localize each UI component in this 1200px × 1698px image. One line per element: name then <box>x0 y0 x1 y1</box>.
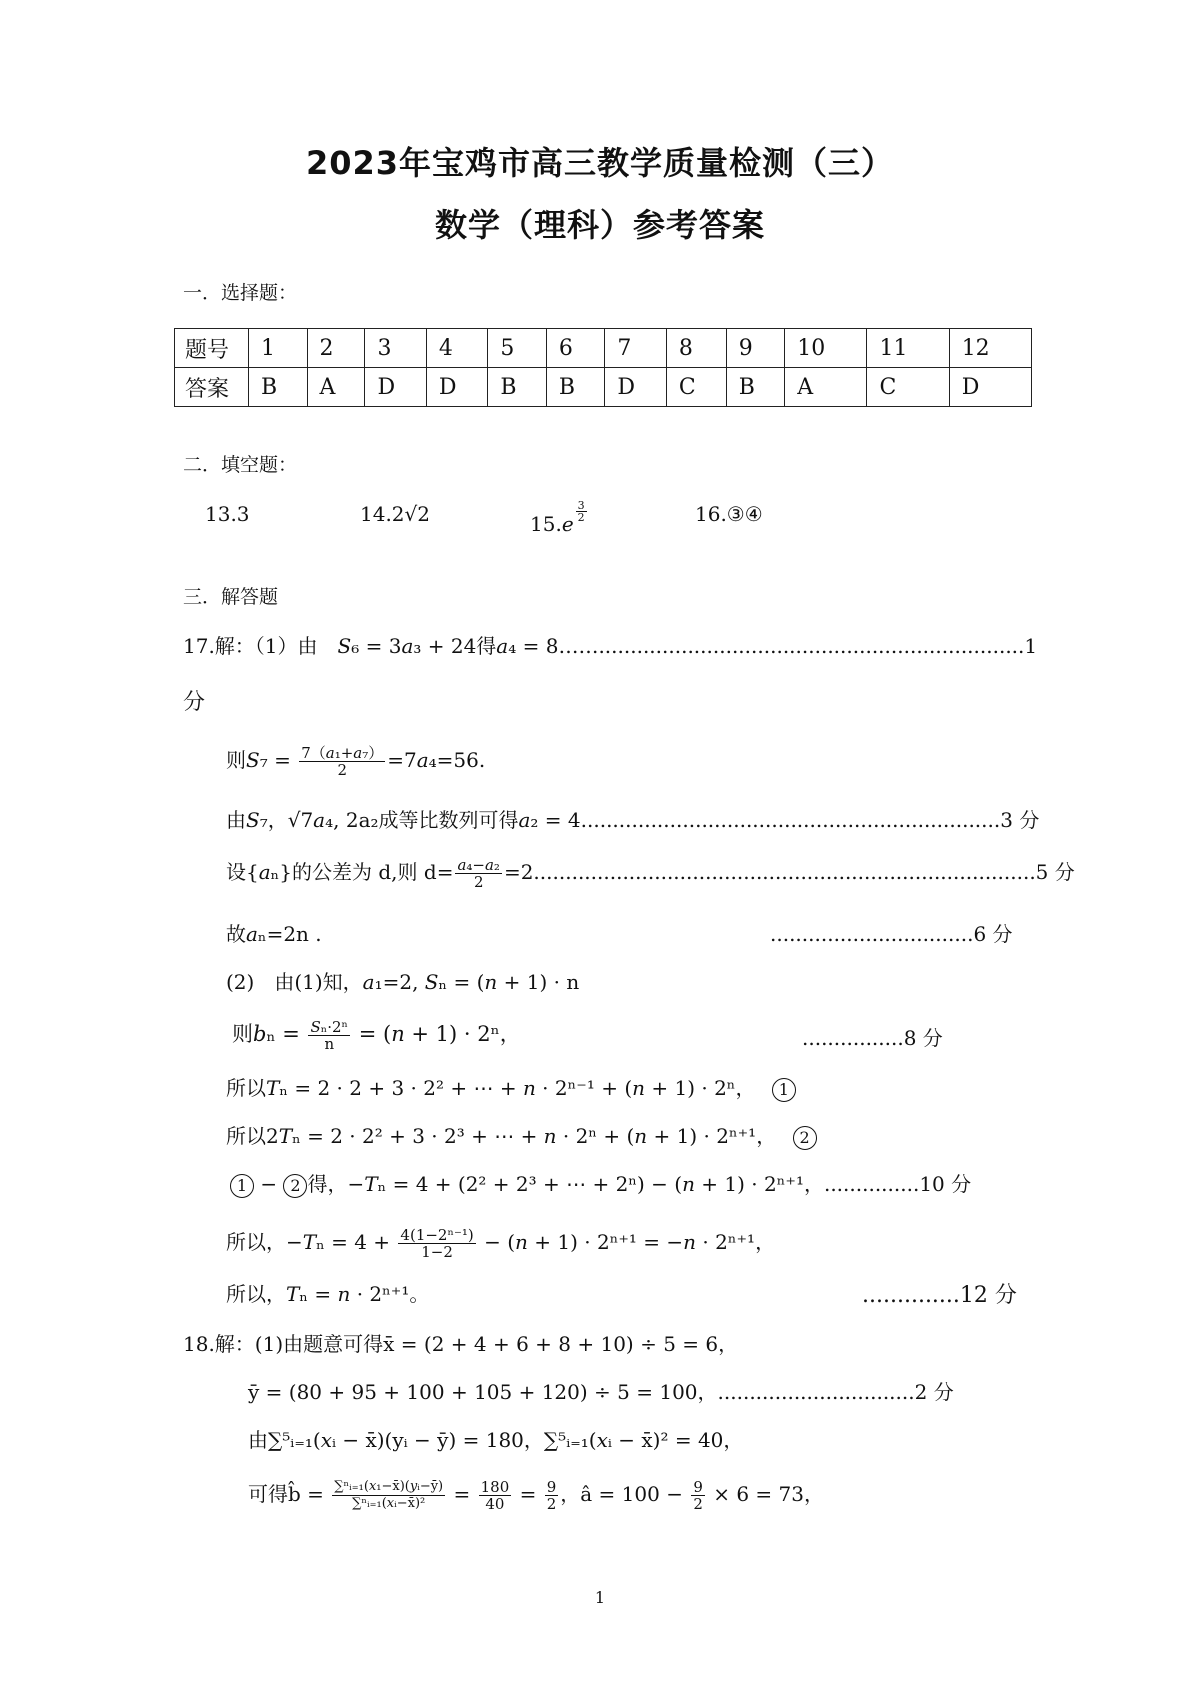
table-row <box>175 368 1032 407</box>
fraction-numerator: 4(1−2ⁿ⁻¹) <box>400 1226 474 1244</box>
p18-line-4 <box>248 1478 824 1512</box>
table-header-cell: 答案 <box>175 368 249 407</box>
fraction <box>455 857 501 890</box>
p18-l4-mid: = <box>447 1482 477 1506</box>
p17-line-1-score: 分 <box>183 690 206 715</box>
p17-l11-pre: 所以，−𝑇ₙ = 4 + <box>226 1230 397 1254</box>
p17-line-2 <box>226 744 485 778</box>
question-number-cell: 2 <box>307 329 365 368</box>
fraction-numerator: 180 <box>480 1478 510 1496</box>
table-row <box>175 329 1032 368</box>
p18-l4-post: × 6 = 73， <box>706 1482 824 1506</box>
answer-cell: B <box>249 368 308 407</box>
fraction-numerator: 𝑆ₙ·2ⁿ <box>310 1018 349 1036</box>
fraction-numerator: 9 <box>546 1478 557 1496</box>
p17-line-6: (2) 由(1)知，𝑎₁=2, 𝑆ₙ = (𝑛 + 1) · n <box>226 970 580 994</box>
p18-l4-pre: 可得b̂ = <box>248 1482 331 1506</box>
fraction-numerator: ∑ⁿᵢ₌₁(𝑥₁−x̄)(𝑦ᵢ−ȳ) <box>334 1479 444 1494</box>
p17-line-12-score: ..............12 分 <box>862 1283 1017 1308</box>
fraction-denominator: ∑ⁿᵢ₌₁(𝑥ᵢ−x̄)² <box>352 1496 426 1511</box>
p17-l10-mid: − <box>254 1172 284 1196</box>
answer-15-exponent <box>576 500 587 523</box>
fraction-numerator: 7（𝑎₁+𝑎₇） <box>301 744 384 762</box>
fraction <box>398 1227 475 1260</box>
p17-line-10 <box>230 1168 971 1198</box>
circled-number-1: 1 <box>230 1174 254 1198</box>
p17-line-11 <box>226 1226 775 1260</box>
answer-cell: A <box>785 368 867 407</box>
answer-15 <box>530 500 589 536</box>
p17-l10-post: 得，−𝑇ₙ = 4 + (2² + 2³ + ⋯ + 2ⁿ) − (𝑛 + 1) · 2ⁿ⁺¹，...............10 分 <box>307 1172 972 1196</box>
question-number-cell: 5 <box>488 329 547 368</box>
p18-l4-mid2: = <box>513 1482 543 1506</box>
answer-cell: B <box>488 368 547 407</box>
answer-cell: D <box>365 368 426 407</box>
fraction-denominator: n <box>324 1035 335 1053</box>
p17-line-5: 故𝑎ₙ=2n . <box>226 922 322 946</box>
fraction-denominator: 2 <box>546 1495 557 1513</box>
p17-l4-pre: 设{𝑎ₙ}的公差为 d,则 d= <box>226 860 454 884</box>
table-header-cell: 题号 <box>175 329 249 368</box>
question-number-cell: 11 <box>867 329 949 368</box>
p17-line-3: 由𝑆₇，√7𝑎₄, 2a₂成等比数列可得𝑎₂ = 4..................................................................3 分 <box>226 808 1040 832</box>
circled-number-2: 2 <box>793 1126 817 1150</box>
exp-numerator: 3 <box>577 499 585 512</box>
answer-15-prefix: 15. <box>530 512 562 536</box>
p17-line-9 <box>226 1120 817 1150</box>
section-solutions: 三．解答题 <box>183 586 279 608</box>
question-number-cell: 4 <box>426 329 487 368</box>
fraction <box>308 1019 350 1052</box>
answer-16: 16.③④ <box>695 502 763 526</box>
circled-number-2: 2 <box>283 1174 307 1198</box>
question-number-cell: 1 <box>249 329 308 368</box>
p18-l4-mid3: ，â = 100 − <box>560 1482 690 1506</box>
p18-line-3: 由∑⁵ᵢ₌₁(𝑥ᵢ − x̄)(yᵢ − ȳ) = 180，∑⁵ᵢ₌₁(𝑥ᵢ − x̄)² = 40， <box>248 1428 744 1452</box>
answer-cell: A <box>307 368 365 407</box>
p17-l9-text: 所以2𝑇ₙ = 2 · 2² + 3 · 2³ + ⋯ + 𝑛 · 2ⁿ + (𝑛 + 1) · 2ⁿ⁺¹， <box>226 1124 777 1148</box>
fraction-denominator: 2 <box>337 761 347 779</box>
p17-l7-pre: 则𝑏ₙ = <box>232 1022 307 1046</box>
question-number-cell: 3 <box>365 329 426 368</box>
answer-cell: D <box>426 368 487 407</box>
answer-14: 14.2√2 <box>360 502 430 526</box>
fraction <box>479 1479 512 1512</box>
fraction <box>691 1479 705 1512</box>
answer-cell: C <box>666 368 726 407</box>
fraction-denominator: 40 <box>485 1495 505 1513</box>
p17-l7-post: = (𝑛 + 1) · 2ⁿ， <box>352 1022 521 1046</box>
p17-l2-pre: 则𝑆₇ = <box>226 748 298 772</box>
p17-l11-post: − (𝑛 + 1) · 2ⁿ⁺¹ = −𝑛 · 2ⁿ⁺¹， <box>477 1230 776 1254</box>
p17-line-1: 17.解：（1）由 𝑆₆ = 3𝑎₃ + 24得𝑎₄ = 8……...................................................................1 <box>183 634 1038 658</box>
p17-l2-post: =7𝑎₄=56. <box>387 748 486 772</box>
question-number-cell: 7 <box>605 329 666 368</box>
answer-cell: C <box>867 368 949 407</box>
section-fill-in: 二．填空题： <box>183 454 298 476</box>
p18-line-2: ȳ = (80 + 95 + 100 + 105 + 120) ÷ 5 = 100，...............................2 分 <box>248 1380 954 1404</box>
page-number: 1 <box>594 1588 606 1607</box>
question-number-cell: 6 <box>546 329 605 368</box>
question-number-cell: 9 <box>726 329 785 368</box>
p17-line-12: 所以，𝑇ₙ = 𝑛 · 2ⁿ⁺¹。 <box>226 1282 430 1306</box>
fraction-denominator: 2 <box>473 873 484 891</box>
section-multiple-choice: 一．选择题： <box>183 282 298 304</box>
question-number-cell: 12 <box>949 329 1031 368</box>
fraction <box>299 745 385 778</box>
fraction-denominator: 1−2 <box>421 1243 453 1261</box>
p18-line-1: 18.解：(1)由题意可得x̄ = (2 + 4 + 6 + 8 + 10) ÷ 5 = 6， <box>183 1332 739 1356</box>
fraction-numerator: 9 <box>693 1478 703 1496</box>
answer-table <box>174 328 1032 407</box>
answer-13: 13.3 <box>205 502 250 526</box>
fraction <box>545 1479 559 1512</box>
p17-line-5-score: ................................6 分 <box>770 922 1013 946</box>
p17-l8-text: 所以𝑇ₙ = 2 · 2 + 3 · 2² + ⋯ + 𝑛 · 2ⁿ⁻¹ + (𝑛 + 1) · 2ⁿ， <box>226 1076 756 1100</box>
question-number-cell: 8 <box>666 329 726 368</box>
p17-l4-post: =2...............................................................................5 分 <box>503 860 1075 884</box>
exp-denominator: 2 <box>577 511 585 524</box>
question-number-cell: 10 <box>785 329 867 368</box>
answer-cell: D <box>949 368 1031 407</box>
p17-line-4 <box>226 856 1075 890</box>
answer-cell: B <box>546 368 605 407</box>
answer-key-title: 数学（理科）参考答案 <box>434 206 765 244</box>
p17-line-7-score: ................8 分 <box>802 1026 943 1050</box>
fraction-numerator: 𝑎₄−𝑎₂ <box>457 856 500 874</box>
answer-cell: B <box>726 368 785 407</box>
fraction <box>332 1479 445 1512</box>
answer-cell: D <box>605 368 666 407</box>
fraction-denominator: 2 <box>693 1495 703 1513</box>
answer-15-base: e <box>561 512 574 536</box>
circled-number-1: 1 <box>772 1078 796 1102</box>
p17-line-7 <box>232 1018 521 1052</box>
p17-line-8 <box>226 1072 796 1102</box>
exam-title: 2023年宝鸡市高三教学质量检测（三） <box>305 144 895 182</box>
